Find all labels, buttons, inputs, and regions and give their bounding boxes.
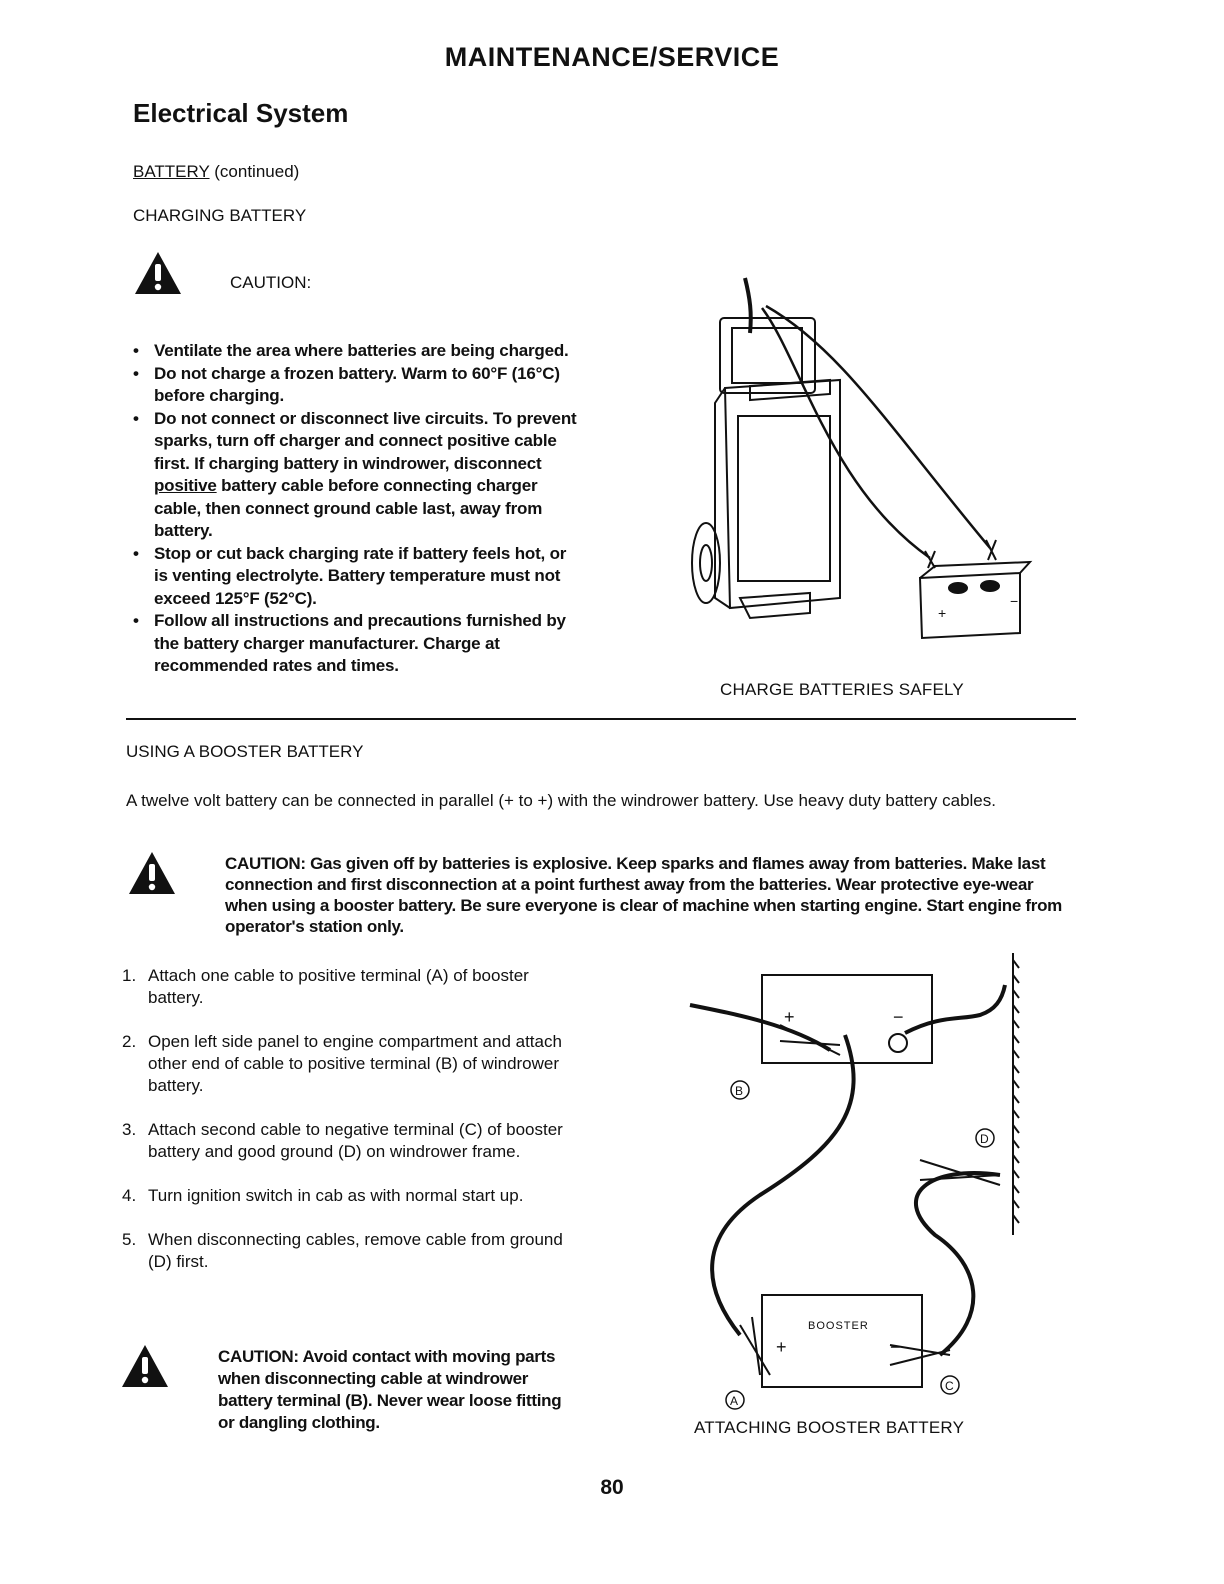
list-item: [122, 1185, 567, 1207]
step-number: 4.: [122, 1186, 137, 1205]
list-item: [122, 1119, 567, 1163]
section-divider: [126, 718, 1076, 720]
charge-figure-caption: CHARGE BATTERIES SAFELY: [720, 680, 964, 699]
list-item: [122, 1229, 567, 1273]
page-number: 80: [600, 1476, 624, 1499]
caution-warning-icon: [133, 250, 183, 296]
caution-label: CAUTION:: [230, 273, 312, 292]
caution-warning-icon: [127, 850, 177, 896]
minus-label: −: [890, 1337, 901, 1357]
label-d: D: [980, 1132, 989, 1146]
charging-battery-subheading: CHARGING BATTERY: [133, 206, 307, 225]
list-item-text: battery cable before connecting charger cable, then connect ground cable last, away from battery.: [154, 476, 543, 540]
list-item: [133, 408, 578, 543]
booster-label: BOOSTER: [808, 1320, 869, 1332]
svg-text:−: −: [1010, 593, 1019, 609]
list-item: [122, 965, 567, 1009]
page-header-title: MAINTENANCE/SERVICE: [444, 42, 780, 72]
battery-charger-illustration: [690, 268, 1050, 673]
explosive-gas-caution: CAUTION: Gas given off by batteries is explosive. Keep sparks and flames away from batteries. Make last connection and first disconnection at a point furthest away from the batteries. Wear protective eye-wear when using a booster battery. Be sure everyone is clear of machine when starting engine. Start engine from operator's station only.: [225, 854, 1062, 936]
booster-steps-list: [122, 965, 567, 1295]
charging-caution-list: [133, 340, 578, 678]
plus-label: +: [776, 1337, 787, 1357]
booster-battery-illustration: [680, 945, 1040, 1413]
step-text: Open left side panel to engine compartment and attach other end of cable to positive terminal (B) of windrower battery.: [148, 1032, 562, 1095]
battery-heading-rest: (continued): [209, 162, 300, 181]
minus-label: −: [893, 1007, 904, 1027]
label-a: A: [730, 1394, 739, 1408]
booster-figure-caption: ATTACHING BOOSTER BATTERY: [694, 1418, 965, 1437]
step-number: 1.: [122, 966, 137, 985]
plus-label: +: [784, 1007, 795, 1027]
list-item: [122, 1031, 567, 1097]
moving-parts-caution: CAUTION: Avoid contact with moving parts when disconnecting cable at windrower battery terminal (B). Never wear loose fitting or dangling clothing.: [218, 1347, 562, 1432]
caution-warning-icon: [120, 1343, 170, 1389]
list-item: • Stop or cut back charging rate if battery feels hot, or is venting electrolyte. Battery temperature must not exceed 125°F (52°C).: [133, 543, 578, 611]
list-item: • Follow all instructions and precautions furnished by the battery charger manufacturer. Charge at recommended rates and times.: [133, 610, 578, 678]
positive-underlined: positive: [154, 476, 217, 495]
battery-heading: [133, 162, 299, 182]
booster-intro-paragraph: A twelve volt battery can be connected in parallel (+ to +) with the windrower battery. Use heavy duty battery cables.: [126, 791, 996, 810]
step-text: When disconnecting cables, remove cable from ground (D) first.: [148, 1230, 563, 1271]
booster-subheading: USING A BOOSTER BATTERY: [126, 742, 364, 761]
step-text: Attach one cable to positive terminal (A) of booster battery.: [148, 966, 529, 1007]
label-c: C: [945, 1379, 954, 1393]
step-number: 5.: [122, 1230, 137, 1249]
list-item: • Do not charge a frozen battery. Warm to 60°F (16°C) before charging.: [133, 363, 578, 408]
list-item-text: Do not connect or disconnect live circuits. To prevent sparks, turn off charger and connect positive cable first. If charging battery in windrower, disconnect: [154, 408, 577, 473]
step-number: 3.: [122, 1120, 137, 1139]
step-text: Turn ignition switch in cab as with normal start up.: [148, 1186, 524, 1205]
step-number: 2.: [122, 1032, 137, 1051]
battery-heading-underlined: BATTERY: [133, 162, 210, 181]
label-b: B: [735, 1084, 744, 1098]
section-title: Electrical System: [133, 98, 349, 128]
step-text: Attach second cable to negative terminal (C) of booster battery and good ground (D) on windrower frame.: [148, 1120, 563, 1161]
list-item: • Ventilate the area where batteries are being charged.: [133, 340, 578, 363]
svg-text:+: +: [938, 605, 947, 621]
